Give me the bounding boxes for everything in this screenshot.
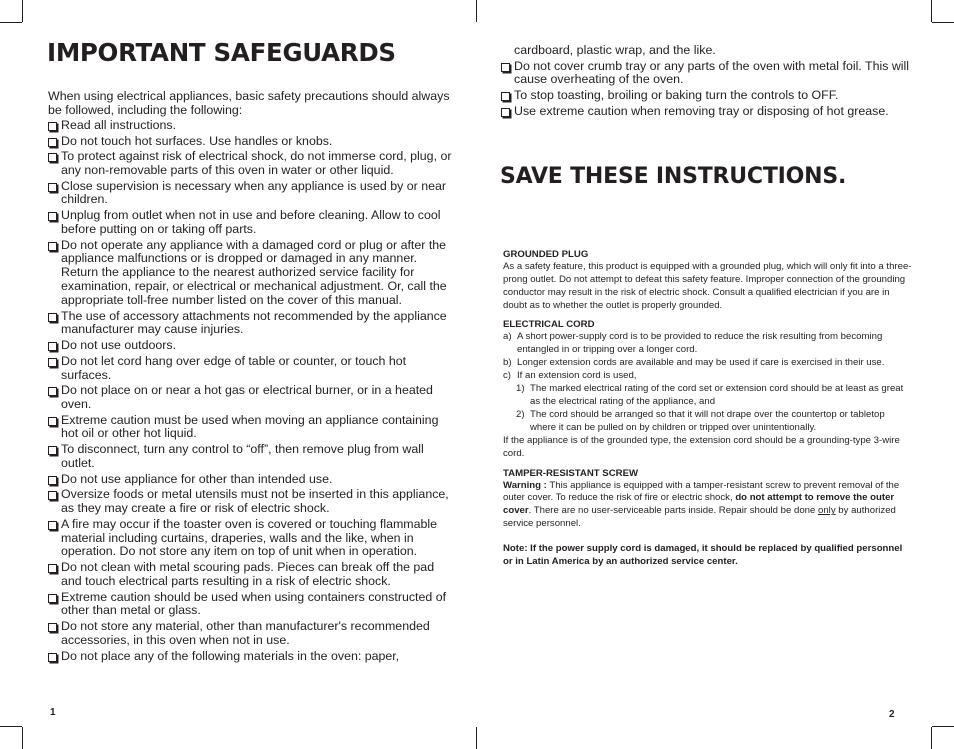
list-item: Unplug from outlet when not in use and before cleaning. Allow to cool before putting on or taking off parts. [47,209,457,237]
crop-mark [22,727,23,749]
section-text: As a safety feature, this product is equipped with a grounded plug, which will only fit into a three-prong outlet. Do not attempt to defeat this safety feature. Improper connection of the grounding conductor may result in the risk of electric shock. Consult a qualified electrician if you are in doubt as to whether the outlet is properly grounded. [503,260,912,311]
list-item: Do not use appliance for other than intended use. [47,473,457,487]
warning-emphasis: do not attempt to remove the outer cover [503,492,895,517]
list-item [503,331,912,357]
section-text [503,480,912,532]
list-item: Do not touch hot surfaces. Use handles or knobs. [47,135,457,149]
list-item: To disconnect, turn any control to “off”, then remove plug from wall outlet. [47,443,457,471]
crop-mark [931,727,932,749]
list-item: The use of accessory attachments not recommended by the appliance manufacturer may cause injuries. [47,310,457,338]
page-number: 2 [889,709,895,720]
note-section [503,543,912,569]
save-instructions-title: SAVE THESE INSTRUCTIONS. [500,163,847,189]
item-text: The marked electrical rating of the cord set or extension cord should be at least as great as the electrical rating of the appliance, and [530,383,904,407]
list-item: Do not cover crumb tray or any parts of the oven with metal foil. This will cause overheating of the oven. [500,60,912,88]
item-text: If an extension cord is used, [517,370,637,382]
crop-mark [932,726,954,727]
list-item: Read all instructions. [47,119,457,133]
safeguards-list-continued [500,60,912,119]
intro-text: When using electrical appliances, basic safety precautions should always be followed, including the following: [48,88,450,117]
left-page [47,40,457,663]
warning-underlined: only [818,505,836,517]
list-item: A fire may occur if the toaster oven is covered or touching flammable material including curtains, draperies, walls and the like, when in operation. Do not store any item on top of unit when in operation. [47,518,457,559]
list-item: Do not let cord hang over edge of table or counter, or touch hot surfaces. [47,355,457,383]
list-item [503,370,912,383]
crop-mark [476,0,477,22]
list-item: Do not place any of the following materials in the oven: paper, [47,650,457,664]
item-label: a) [503,331,512,343]
warning-text: . There are no user-serviceable parts inside. Repair should be done [528,505,819,517]
list-item: Oversize foods or metal utensils must not be inserted in this appliance, as they may create a fire or risk of electric shock. [47,488,457,516]
crop-mark [22,0,23,22]
item-label: b) [503,357,512,369]
list-item: Do not place on or near a hot gas or electrical burner, or in a heated oven. [47,384,457,412]
list-item: Close supervision is necessary when any appliance is used by or near children. [47,180,457,208]
list-item: Do not store any material, other than manufacturer's recommended accessories, in this oven when not in use. [47,620,457,648]
sub-item [503,383,912,409]
item-label: 1) [516,383,525,395]
grounded-plug-section [503,248,912,313]
crop-mark [932,22,954,23]
list-item [503,357,912,370]
list-item: To stop toasting, broiling or baking turn the controls to OFF. [500,89,912,103]
warning-text: by authorized service personnel. [503,505,896,530]
sub-item [503,409,912,435]
section-heading: TAMPER-RESISTANT SCREW [503,467,639,479]
note-text: Note: If the power supply cord is damaged, it should be replaced by qualified personnel or in Latin America by an authorized service center. [503,543,903,568]
list-item: Extreme caution should be used when using containers constructed of other than metal or glass. [47,591,457,619]
right-page [500,44,912,569]
item-label: 2) [516,408,525,420]
section-heading: ELECTRICAL CORD [503,319,595,331]
list-item: Extreme caution must be used when moving an appliance containing hot oil or other hot liquid. [47,414,457,442]
list-item: Use extreme caution when removing tray or disposing of hot grease. [500,105,912,119]
crop-mark [931,0,932,22]
section-heading: GROUNDED PLUG [503,248,589,260]
item-text: Longer extension cords are available and may be used if care is exercised in their use. [517,357,885,369]
page-number: 1 [50,707,56,718]
list-item: Do not operate any appliance with a damaged cord or plug or after the appliance malfunctions or is dropped or damaged in any manner. Return the appliance to the nearest authorized service facility for examination, repair, or electrical or mechanical adjustment. Or, call the appropriate toll-free number listed on the cover of this manual. [47,239,457,308]
crop-mark [476,727,477,749]
list-item: Do not clean with metal scouring pads. Pieces can break off the pad and touch electrical parts resulting in a risk of electric shock. [47,561,457,589]
electrical-cord-section [503,318,912,460]
item-label: c) [503,370,511,382]
safeguards-list [47,119,457,664]
crop-mark [0,726,22,727]
tamper-resistant-section [503,467,912,532]
item-text: A short power-supply cord is to be provided to reduce the risk resulting from becoming entangled in or tripping over a longer cord. [517,331,883,356]
warning-text: This appliance is equipped with a tamper-resistant screw to prevent removal of the outer cover. To reduce the risk of fire or electric shock, [503,479,900,504]
item-text: The cord should be arranged so that it will not drape over the countertop or tabletop where it can be pulled on by children or tripped over unintentionally. [530,408,885,433]
page-title: IMPORTANT SAFEGUARDS [47,38,396,67]
continued-text: cardboard, plastic wrap, and the like. [514,43,716,57]
list-item: Do not use outdoors. [47,339,457,353]
section-text: If the appliance is of the grounded type, the extension cord should be a grounding-type 3-wire cord. [503,434,900,459]
list-item: To protect against risk of electrical shock, do not immerse cord, plug, or any non-removable parts of this oven in water or other liquid. [47,150,457,178]
crop-mark [0,22,22,23]
warning-label: Warning : [503,479,547,491]
